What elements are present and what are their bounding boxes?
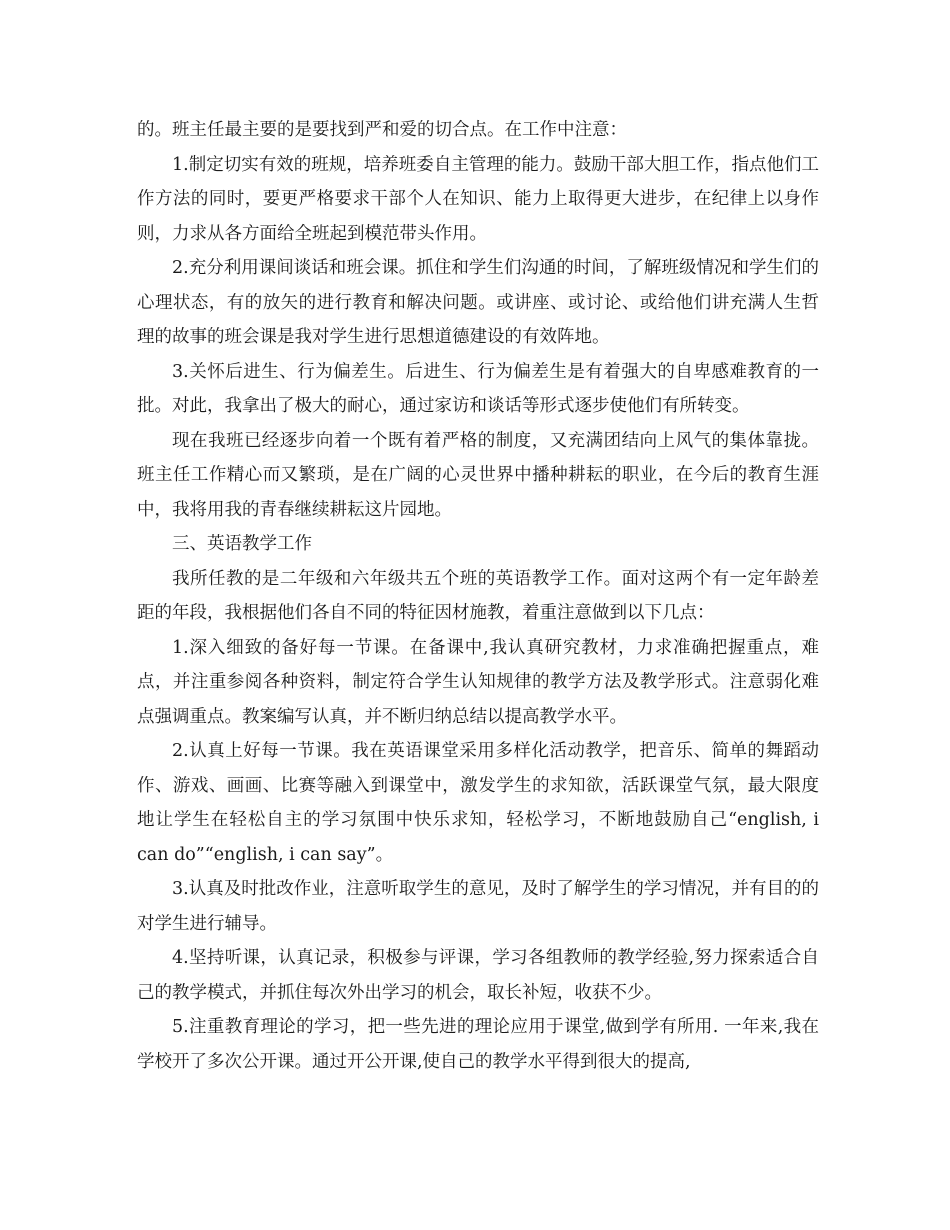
paragraph: 5.注重教育理论的学习，把一些先进的理论应用于课堂,做到学有所用. 一年来,我在学校开了多次公开课。通过开公开课,使自己的教学水平得到很大的提高,: [137, 1017, 819, 1072]
paragraph: 2.认真上好每一节课。我在英语课堂采用多样化活动教学，把音乐、简单的舞蹈动作、游戏、画画、比赛等融入到课堂中，激发学生的求知欲，活跃课堂气氛，最大限度地让学生在轻松自主的学习氛围中快乐求知，轻松学习，不断地鼓励自己“english, i can do”“english, i can say”。: [137, 741, 819, 865]
section-heading: 三、英语教学工作: [172, 534, 312, 554]
paragraph: 1.制定切实有效的班规，培养班委自主管理的能力。鼓励干部大胆工作，指点他们工作方法的同时，要更严格要求干部个人在知识、能力上取得更大进步，在纪律上以身作则，力求从各方面给全班起到模范带头作用。: [137, 154, 819, 244]
paragraph: 的。班主任最主要的是要找到严和爱的切合点。在工作中注意：: [137, 120, 627, 140]
paragraph: 4.坚持听课，认真记录，积极参与评课，学习各组教师的教学经验,努力探索适合自己的教学模式，并抓住每次外出学习的机会，取长补短，收获不少。: [137, 948, 819, 1003]
paragraph: 2.充分利用课间谈话和班会课。抓住和学生们沟通的时间，了解班级情况和学生们的心理状态，有的放矢的进行教育和解决问题。或讲座、或讨论、或给他们讲充满人生哲理的故事的班会课是我对学生进行思想道德建设的有效阵地。: [137, 258, 819, 347]
paragraph: 现在我班已经逐步向着一个既有着严格的制度，又充满团结向上风气的集体靠拢。班主任工作精心而又繁琐，是在广阔的心灵世界中播种耕耘的职业，在今后的教育生涯中，我将用我的青春继续耕耘这片园地。: [137, 430, 819, 520]
paragraph: 1.深入细致的备好每一节课。在备课中,我认真研究教材，力求准确把握重点，难点，并注重参阅各种资料，制定符合学生认知规律的教学方法及教学形式。注意弱化难点强调重点。教案编写认真，并不断归纳总结以提高教学水平。: [137, 637, 819, 727]
paragraph: 我所任教的是二年级和六年级共五个班的英语教学工作。面对这两个有一定年龄差距的年段，我根据他们各自不同的特征因材施教，着重注意做到以下几点：: [137, 568, 819, 623]
paragraph: 3.关怀后进生、行为偏差生。后进生、行为偏差生是有着强大的自卑感难教育的一批。对此，我拿出了极大的耐心，通过家访和谈话等形式逐步使他们有所转变。: [137, 361, 819, 416]
paragraph: 3.认真及时批改作业，注意听取学生的意见，及时了解学生的学习情况，并有目的的对学生进行辅导。: [137, 879, 819, 934]
document-page: [137, 113, 819, 1079]
